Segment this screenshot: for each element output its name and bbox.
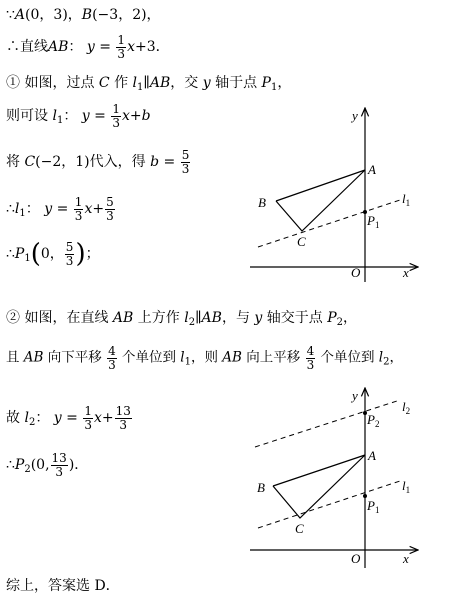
denominator: 3 (84, 417, 92, 432)
line-ab-label: AB (149, 75, 171, 91)
subscript: 2 (188, 317, 196, 328)
line-word: 直线 (20, 39, 48, 56)
line-l1-label: $l_1$ (402, 191, 411, 208)
equals: = (94, 39, 116, 56)
slope-fraction (83, 405, 93, 431)
line-l-label: l (132, 75, 138, 91)
numerator: 4 (108, 344, 116, 358)
point-b-label: B (258, 195, 266, 210)
equals: = (159, 154, 180, 171)
point-p-label: P (327, 310, 337, 326)
step2-intro (6, 311, 357, 328)
semicolon: ； (85, 246, 100, 263)
y-axis-label: y (352, 108, 358, 123)
step1-substitute (6, 149, 191, 175)
subscript: 1 (184, 356, 191, 368)
numerator: 13 (51, 451, 67, 465)
point-b-coords: (−3，2)， (92, 7, 161, 23)
step1-intro (6, 76, 291, 93)
text: ， (343, 310, 358, 326)
point-p-label: P (14, 246, 25, 263)
line-ab-label: AB (222, 349, 242, 366)
x-axis-label: x (403, 265, 409, 280)
line-l-label: l (14, 201, 20, 218)
denominator: 3 (119, 417, 128, 432)
parallel-symbol: ∥ (143, 75, 150, 91)
numerator: 1 (74, 195, 83, 209)
colon: ： (68, 39, 83, 56)
text: 向上平移 (241, 349, 305, 366)
equals: = (52, 201, 73, 218)
equals: = (61, 410, 83, 427)
denominator: 3 (112, 115, 120, 130)
step1-assume (6, 103, 151, 129)
line-l-label: l (24, 410, 29, 427)
text: ，则 (191, 349, 223, 366)
therefore-symbol: ∴ (6, 201, 15, 218)
step-number: ① (6, 75, 20, 91)
text: 个单位到 (316, 349, 379, 366)
var-y: y (254, 310, 263, 326)
because-symbol: ∵ (6, 7, 15, 23)
numerator: 5 (106, 195, 114, 209)
point-p1-label: $P_1$ (367, 498, 380, 515)
denominator: 3 (117, 46, 126, 61)
point-p-label: P (14, 457, 25, 474)
triangle-abc (273, 455, 365, 518)
line-l-label: l (378, 349, 384, 366)
p2-coordinates (6, 452, 88, 478)
text: ， (389, 349, 403, 366)
x-coord: 0， (40, 246, 64, 263)
point-c-label: C (297, 234, 306, 249)
text: 向下平移 (43, 349, 107, 366)
text: 故 (6, 410, 25, 427)
shift-fraction (306, 345, 316, 371)
subscript: 1 (24, 253, 31, 265)
numerator: 13 (115, 404, 131, 418)
subscript: 2 (383, 356, 390, 368)
plus: + (92, 201, 105, 218)
line-l1-label: $l_1$ (402, 478, 411, 495)
subscript: 2 (336, 317, 344, 328)
text: 将 (6, 154, 25, 171)
figure-2 (240, 380, 430, 575)
line-ab-label: AB (201, 310, 222, 326)
y-coord-fraction (65, 241, 75, 267)
x-axis-label: x (403, 551, 409, 566)
text: 代入，得 (89, 154, 151, 171)
point-b-label: B (81, 7, 93, 23)
denominator: 3 (55, 464, 63, 479)
text: ，与 (221, 310, 255, 326)
step2-translation (6, 345, 403, 371)
point-a-coords: (0，3)， (25, 7, 82, 23)
numerator: 4 (306, 344, 315, 358)
step-number: ② (6, 310, 20, 326)
denominator: 3 (108, 357, 116, 372)
origin-label: O (351, 265, 361, 280)
line-l-label: l (184, 310, 189, 326)
intercept-fraction (115, 405, 132, 431)
therefore-symbol: ∴ (6, 39, 20, 56)
line-ab-label: AB (48, 39, 69, 56)
line-ab-label: AB (23, 349, 44, 366)
right-paren: )． (68, 457, 89, 474)
plus: + (129, 108, 142, 125)
y-axis-label: y (352, 388, 358, 403)
var-y: y (53, 410, 62, 427)
subscript: 1 (56, 115, 64, 127)
slope-fraction (111, 103, 121, 129)
plus: + (101, 410, 114, 427)
point-a-label: A (368, 448, 376, 463)
line-l2-label: $l_2$ (402, 399, 411, 416)
subscript: 2 (24, 464, 31, 476)
numerator: 5 (181, 148, 190, 162)
text: 如图，在直线 (20, 310, 113, 326)
point-p1-label: $P_1$ (367, 213, 380, 230)
numerator: 1 (84, 404, 92, 418)
therefore-symbol: ∴ (6, 246, 15, 263)
point-c-label: C (295, 521, 304, 536)
shift-fraction (107, 345, 117, 371)
var-y: y (81, 108, 90, 125)
text: ，交 (170, 75, 203, 91)
numerator: 1 (117, 33, 126, 47)
text: 个单位到 (117, 349, 181, 366)
text: 作 (109, 75, 133, 91)
colon: ： (25, 201, 40, 218)
given-points-line (6, 8, 161, 22)
equals: = (89, 108, 111, 125)
point-c-label: C (24, 154, 36, 171)
text: 轴于点 (210, 75, 262, 91)
var-y: y (44, 201, 53, 218)
intercept-fraction (105, 196, 115, 222)
denominator: 3 (74, 208, 83, 223)
b-fraction (181, 149, 191, 175)
left-paren: ( (30, 239, 41, 270)
final-answer: 综上，答案选 D． (6, 578, 120, 594)
right-paren: ) (75, 239, 86, 270)
l2-equation (6, 405, 133, 431)
point-a-label: A (14, 7, 26, 23)
parallel-symbol: ∥ (195, 310, 202, 326)
point-p2-label: $P_2$ (367, 412, 380, 429)
figure-1 (240, 100, 430, 285)
subscript: 1 (19, 208, 26, 220)
subscript: 2 (28, 417, 36, 429)
denominator: 3 (65, 253, 74, 268)
origin-label: O (351, 551, 361, 566)
colon: ： (63, 108, 78, 125)
var-b: b (141, 108, 151, 125)
point-c-coords: (−2，1) (35, 154, 90, 171)
slope-fraction (74, 196, 84, 222)
text: 且 (6, 349, 24, 366)
var-x: x (84, 201, 93, 218)
subscript: 1 (270, 82, 278, 93)
var-x: x (93, 410, 102, 427)
denominator: 3 (181, 161, 190, 176)
var-y: y (86, 39, 95, 56)
text: 轴交于点 (262, 310, 328, 326)
colon: ： (35, 410, 50, 427)
var-x: x (127, 39, 135, 56)
var-x: x (121, 108, 130, 125)
point-b-label: B (257, 480, 265, 495)
text: 上方作 (133, 310, 185, 326)
numerator: 5 (65, 240, 74, 254)
therefore-symbol: ∴ (6, 457, 15, 474)
left-paren-x: (0, (30, 457, 50, 474)
intercept: +3． (134, 39, 170, 56)
line-ab-label: AB (112, 310, 134, 326)
var-y: y (202, 75, 211, 91)
line-l-label: l (180, 349, 185, 366)
y-coord-fraction (51, 452, 68, 478)
subscript: 1 (137, 82, 144, 93)
text: 则可设 (6, 108, 53, 125)
var-b: b (150, 154, 160, 171)
triangle-abc (276, 170, 365, 231)
line-ab-equation (6, 34, 170, 60)
point-a-label: A (368, 162, 376, 177)
p1-coordinates (6, 239, 100, 270)
slope-fraction (116, 34, 126, 60)
l1-equation (6, 196, 116, 222)
denominator: 3 (306, 357, 315, 372)
text: 如图，过点 (20, 75, 99, 91)
text: ， (277, 75, 292, 91)
numerator: 1 (112, 102, 120, 116)
line-l-label: l (52, 108, 57, 125)
point-p-label: P (261, 75, 271, 91)
denominator: 3 (106, 208, 114, 223)
point-c-label: C (98, 75, 110, 91)
